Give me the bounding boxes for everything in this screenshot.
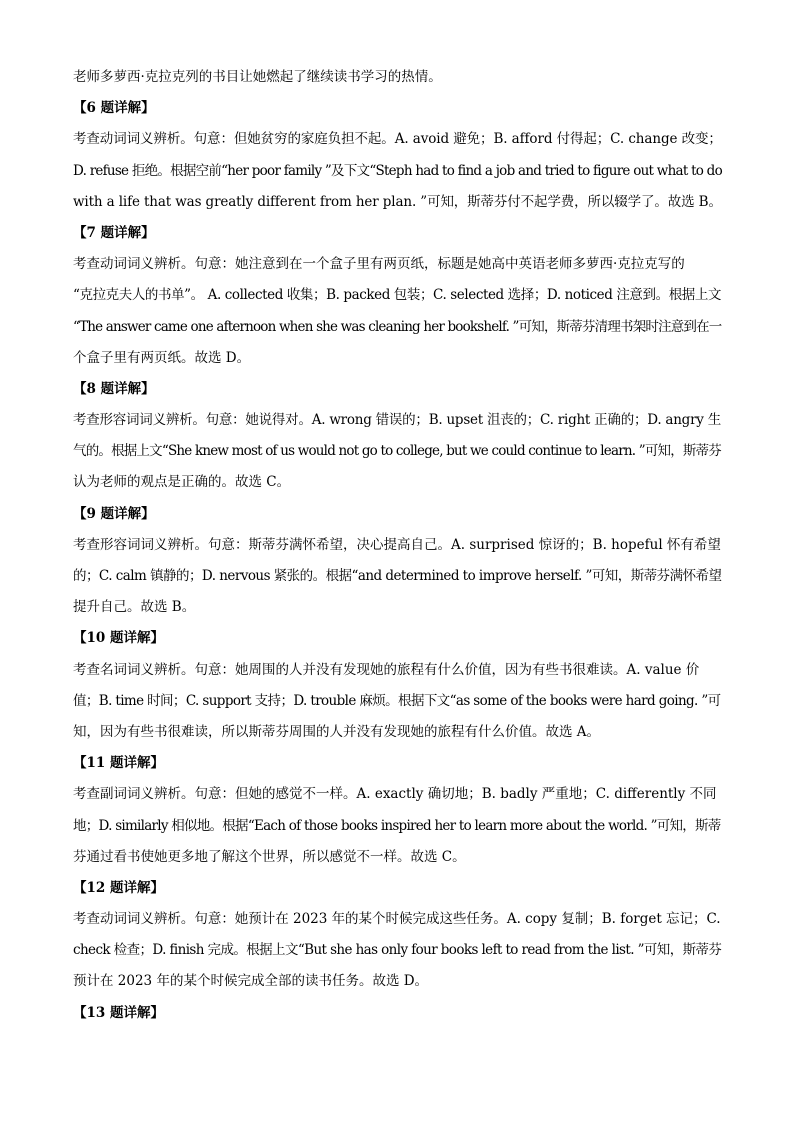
text-line: “克拉克夫人的书单”。 A. collected 收集；B. packed 包装；C. selected 选择；D. noticed 注意到。根据上文 — [73, 287, 722, 304]
document-page — [73, 62, 721, 1029]
question-heading: 【9 题详解】 — [73, 505, 155, 522]
text-line: 地；D. similarly 相似地。根据“Each of those books inspired her to learn more about the world. ”可知，斯蒂 — [73, 817, 721, 834]
question-heading: 【13 题详解】 — [73, 1004, 164, 1021]
text-line: 芬通过看书使她更多地了解这个世界，所以感觉不一样。故选 C。 — [73, 848, 466, 865]
text-line: 考查副词词义辨析。句意：但她的感觉不一样。A. exactly 确切地；B. badly 严重地；C. differently 不同 — [73, 786, 717, 803]
text-line: 的；C. calm 镇静的；D. nervous 紧张的。根据“and determined to improve herself. ”可知，斯蒂芬满怀希望 — [73, 568, 722, 584]
text-line: 老师多萝西·克拉克列的书目让她燃起了继续读书学习的热情。 — [73, 69, 442, 85]
question-heading: 【7 题详解】 — [73, 224, 155, 241]
text-line: 个盒子里有两页纸。故选 D。 — [73, 349, 251, 366]
text-line: 考查形容词词义辨析。句意：斯蒂芬满怀希望，决心提高自己。A. surprised 惊讶的；B. hopeful 怀有希望 — [73, 536, 721, 553]
text-line: 气的。根据上文“She knew most of us would not go to college, but we could continue to learn. ”可知，斯蒂芬 — [73, 443, 721, 460]
text-line: 值；B. time 时间；C. support 支持；D. trouble 麻烦。根据下文“as some of the books were hard going. ”可 — [73, 692, 721, 709]
text-line: 考查形容词词义辨析。句意：她说得对。A. wrong 错误的；B. upset 沮丧的；C. right 正确的；D. angry 生 — [73, 412, 722, 429]
text-line: 知，因为有些书很难读，所以斯蒂芬周围的人并没有发现她的旅程有什么价值。故选 A。 — [73, 723, 601, 740]
text-line: D. refuse 拒绝。根据空前“her poor family ”及下文“Steph had to find a job and tried to figure out what to do — [73, 162, 722, 179]
question-heading: 【8 题详解】 — [73, 380, 155, 397]
text-line: 考查名词词义辨析。句意：她周围的人并没有发现她的旅程有什么价值，因为有些书很难读。A. value 价 — [73, 661, 700, 678]
text-line: 考查动词词义辨析。句意：她注意到在一个盒子里有两页纸，标题是她高中英语老师多萝西·克拉克写的 — [73, 256, 685, 273]
question-heading: 【11 题详解】 — [73, 755, 164, 772]
text-line: “The answer came one afternoon when she was cleaning her bookshelf. ”可知，斯蒂芬清理书架时注意到在一 — [73, 318, 722, 335]
text-line: 认为老师的观点是正确的。故选 C。 — [73, 474, 291, 491]
text-line: 预计在 2023 年的某个时候完成全部的读书任务。故选 D。 — [73, 973, 429, 990]
question-heading: 【12 题详解】 — [73, 879, 164, 896]
text-line: 考查动词词义辨析。句意：她预计在 2023 年的某个时候完成这些任务。A. copy 复制；B. forget 忘记；C. — [73, 911, 721, 928]
question-heading: 【6 题详解】 — [73, 100, 155, 117]
text-line: 考查动词词义辨析。句意：但她贫穷的家庭负担不起。A. avoid 避免；B. afford 付得起；C. change 改变； — [73, 131, 722, 148]
text-line: 提升自己。故选 B。 — [73, 599, 196, 616]
text-line: check 检查；D. finish 完成。根据上文“But she has only four books left to read from the list. ”可知，斯蒂芬 — [73, 942, 722, 959]
text-line: with a life that was greatly different from her plan. ”可知，斯蒂芬付不起学费，所以辍学了。故选 B。 — [73, 193, 722, 210]
question-heading: 【10 题详解】 — [73, 630, 164, 647]
